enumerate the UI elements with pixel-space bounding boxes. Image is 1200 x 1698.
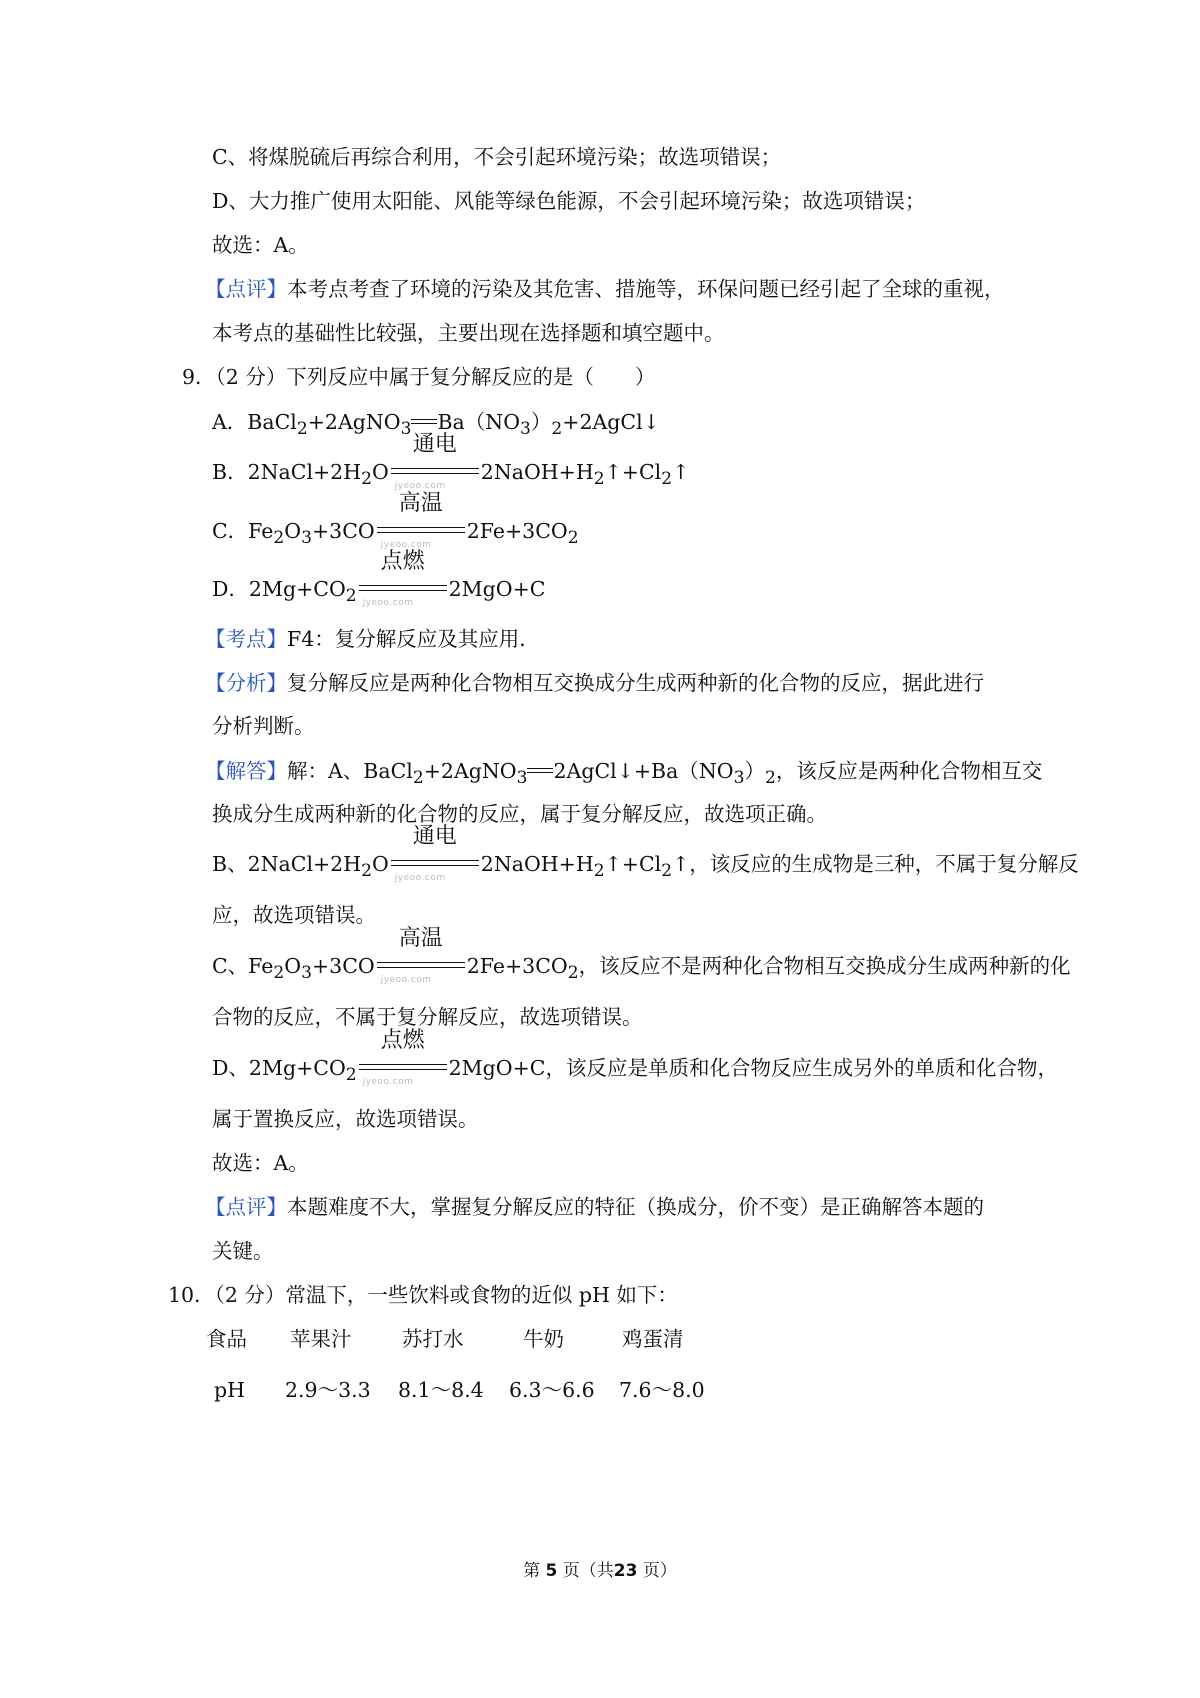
kaodian-tag: 【考点】 bbox=[205, 627, 287, 651]
page-total: 23 bbox=[613, 1561, 638, 1581]
fenxi-tag: 【分析】 bbox=[205, 671, 287, 695]
q9-jieda-d-line2: 属于置换反应，故选项错误。 bbox=[212, 1107, 479, 1131]
q9-stem: 9．（2 分）下列反应中属于复分解反应的是（ ） bbox=[182, 365, 656, 389]
q9-jieda-c: C、$Fe_2O_3+3CO$ 高温 jyeoo.com $2Fe+3CO_2$，该反应不是两种化合物相互交换成分生成两种新的化 bbox=[212, 926, 1071, 985]
q9-jieda-a-line2: 换成分生成两种新的化合物的反应，属于复分解反应，故选项正确。 bbox=[212, 802, 827, 826]
q9-jieda-b: B、$2NaCl+2H_2O$ 通电 jyeoo.com $2NaOH+H_2↑+Cl_2↑$，该反应的生成物是三种，不属于复分解反 bbox=[212, 824, 1079, 883]
reaction-condition-electrolysis: 通电 jyeoo.com bbox=[389, 459, 481, 485]
reaction-condition-ignite: 点燃 jyeoo.com bbox=[357, 1055, 449, 1081]
table-cell: 6.3～6.6 bbox=[509, 1378, 595, 1402]
q9-jieda-c-line2: 合物的反应，不属于复分解反应，故选项错误。 bbox=[212, 1005, 643, 1029]
q9-option-a: A．BaCl$_2$+2AgNO$_3$ $Ba(NO_3)_2+2AgCl↓$ bbox=[212, 410, 660, 440]
reaction-condition-ignite: 点燃 jyeoo.com bbox=[357, 576, 449, 602]
q10-stem: 10．（2 分）常温下，一些饮料或食物的近似 pH 如下： bbox=[168, 1283, 678, 1307]
table-cell: 7.6～8.0 bbox=[619, 1378, 705, 1402]
q9-option-d: D．$2Mg+CO_2$ 点燃 jyeoo.com 2MgO+C bbox=[212, 549, 546, 608]
jieda-tag: 【解答】 bbox=[205, 759, 287, 783]
q9-kaodian: 【考点】F4：复分解反应及其应用． bbox=[205, 627, 540, 651]
q9-review: 【点评】本题难度不大，掌握复分解反应的特征（换成分，价不变）是正确解答本题的 bbox=[205, 1195, 984, 1219]
q8-review-line1: 本考点考查了环境的污染及其危害、措施等，环保问题已经引起了全球的重视， bbox=[287, 277, 1005, 301]
q9-fenxi-line2: 分析判断。 bbox=[212, 714, 315, 738]
table-header-cell: 鸡蛋清 bbox=[622, 1327, 684, 1351]
q8-review bbox=[205, 276, 1005, 302]
equals-sign bbox=[527, 768, 553, 773]
q8-option-d-analysis: D、大力推广使用太阳能、风能等绿色能源，不会引起环境污染；故选项错误； bbox=[212, 189, 926, 213]
table-header-cell: 牛奶 bbox=[523, 1327, 564, 1351]
q9-jieda-b-line2: 应，故选项错误。 bbox=[212, 903, 376, 927]
table-header-cell: 苹果汁 bbox=[290, 1327, 352, 1351]
q9-choice: 故选：A。 bbox=[212, 1151, 309, 1175]
q9-review-line2: 关键。 bbox=[212, 1239, 274, 1263]
table-cell: 8.1～8.4 bbox=[398, 1378, 484, 1402]
table-header-cell: 苏打水 bbox=[402, 1327, 464, 1351]
q9-jieda-d: D、$2Mg+CO_2$ 点燃 jyeoo.com 2MgO+C，该反应是单质和化合物反应生成另外的单质和化合物， bbox=[212, 1028, 1058, 1087]
equals-sign bbox=[411, 419, 437, 424]
review-tag: 【点评】 bbox=[205, 277, 287, 301]
q8-choice: 故选：A。 bbox=[212, 233, 309, 257]
reaction-condition-high-temp: 高温 jyeoo.com bbox=[375, 953, 467, 979]
reaction-condition-high-temp: 高温 jyeoo.com bbox=[375, 518, 467, 544]
q9-option-b: B．$2NaCl+2H_2O$ 通电 jyeoo.com $2NaOH+H_2↑+Cl_2↑$ bbox=[212, 432, 690, 491]
page-footer: 第 5 页（共23 页） bbox=[523, 1561, 677, 1581]
q9-option-c: C．$Fe_2O_3+3CO$ 高温 jyeoo.com $2Fe+3CO_2$ bbox=[212, 491, 579, 550]
table-header-cell: 食品 bbox=[206, 1327, 247, 1351]
page-number: 5 bbox=[545, 1561, 558, 1581]
q9-jieda-a: 【解答】解：A、BaCl$_2$+2AgNO$_3$ $2AgCl↓+Ba(NO_3)_2$，该反应是两种化合物相互交 bbox=[205, 759, 1043, 789]
q9-fenxi: 【分析】复分解反应是两种化合物相互交换成分生成两种新的化合物的反应，据此进行 bbox=[205, 671, 984, 695]
table-cell: 2.9～3.3 bbox=[285, 1378, 371, 1402]
table-cell: pH bbox=[214, 1378, 246, 1402]
reaction-condition-electrolysis: 通电 jyeoo.com bbox=[389, 851, 481, 877]
review-tag: 【点评】 bbox=[205, 1195, 287, 1219]
q8-option-c-analysis: C、将煤脱硫后再综合利用，不会引起环境污染；故选项错误； bbox=[212, 145, 782, 169]
q8-review-line2: 本考点的基础性比较强，主要出现在选择题和填空题中。 bbox=[212, 321, 725, 345]
